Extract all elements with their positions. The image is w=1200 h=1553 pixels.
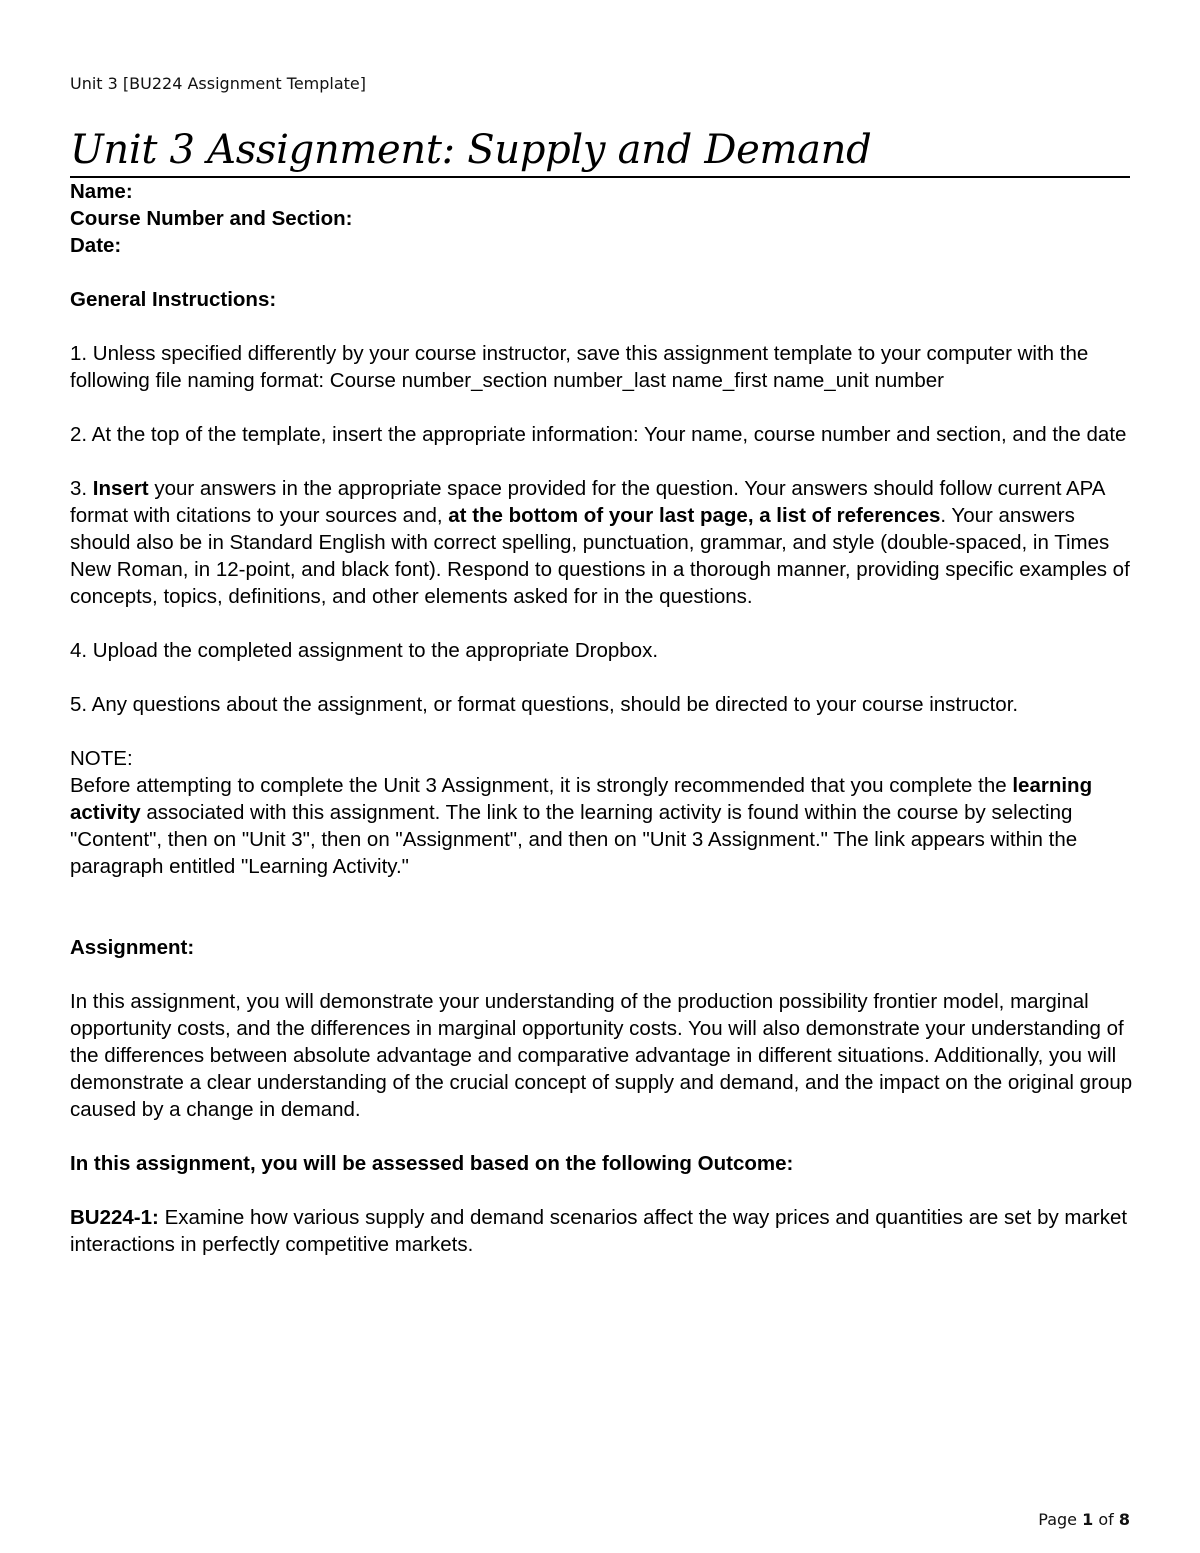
instruction-item-5: 5. Any questions about the assignment, or format questions, should be directed to your course instructor. <box>70 693 1019 716</box>
instruction-item-4: 4. Upload the completed assignment to the appropriate Dropbox. <box>70 639 659 662</box>
name-field: Name: <box>70 180 133 203</box>
note-label: NOTE: <box>70 747 133 770</box>
instruction-item-1: 1. Unless specified differently by your course instructor, save this assignment template to your computer with the following file naming format: Course number_section number_last name_first name_unit number <box>70 342 1089 392</box>
running-header: Unit 3 [BU224 Assignment Template] <box>70 74 367 93</box>
instruction-3-prefix: 3. <box>70 477 93 500</box>
page-number <box>1038 1510 1130 1529</box>
instruction-3-bold-references: at the bottom of your last page, a list of references <box>448 504 941 527</box>
page-current: 1 <box>1082 1510 1094 1529</box>
instruction-3-bold-insert: Insert <box>92 477 149 500</box>
page-word: Page <box>1038 1510 1078 1529</box>
note-text <box>70 772 1140 880</box>
document-body <box>70 178 1140 1258</box>
note-bold-learning-activity: learning activity <box>70 774 1093 824</box>
date-field: Date: <box>70 234 122 257</box>
of-word: of <box>1098 1510 1114 1529</box>
note-prefix: Before attempting to complete the Unit 3 Assignment, it is strongly recommended that you complete the <box>70 774 1013 797</box>
instruction-item-2: 2. At the top of the template, insert the appropriate information: Your name, course number and section, and the date <box>70 423 1127 446</box>
course-field: Course Number and Section: <box>70 207 353 230</box>
general-instructions-heading: General Instructions: <box>70 288 277 311</box>
outcome-text: Examine how various supply and demand scenarios affect the way prices and quantities are set by market interactions in perfectly competitive markets. <box>70 1206 1128 1256</box>
outcome-item <box>70 1204 1140 1258</box>
instruction-3-suffix: . Your answers should also be in Standard English with correct spelling, punctuation, grammar, and style (double-spaced, in Times New Roman, in 12-point, and black font). Respond to questions in a thorough manner, providing specific examples of concepts, topics, definitions, and other elements asked for in the questions. <box>70 504 1130 608</box>
outcome-code: BU224-1: <box>70 1206 159 1229</box>
outcome-heading: In this assignment, you will be assessed based on the following Outcome: <box>70 1152 794 1175</box>
instruction-item-3 <box>70 475 1140 610</box>
assignment-text: In this assignment, you will demonstrate your understanding of the production possibility frontier model, marginal opportunity costs, and the differences in marginal opportunity costs. You will also demonstrate your understanding of the differences between absolute advantage and comparative advantage in different situations. Additionally, you will demonstrate a clear understanding of the crucial concept of supply and demand, and the impact on the original group caused by a change in demand. <box>70 990 1133 1121</box>
page-total: 8 <box>1118 1510 1130 1529</box>
assignment-heading: Assignment: <box>70 936 195 959</box>
document-title: Unit 3 Assignment: Supply and Demand <box>70 124 1130 178</box>
note-suffix: associated with this assignment. The link to the learning activity is found within the course by selecting "Content", then on "Unit 3", then on "Assignment", and then on "Unit 3 Assignment." The link appears within the paragraph entitled "Learning Activity." <box>70 801 1078 878</box>
instruction-3-middle: your answers in the appropriate space provided for the question. Your answers should follow current APA format with citations to your sources and, <box>70 477 1105 527</box>
